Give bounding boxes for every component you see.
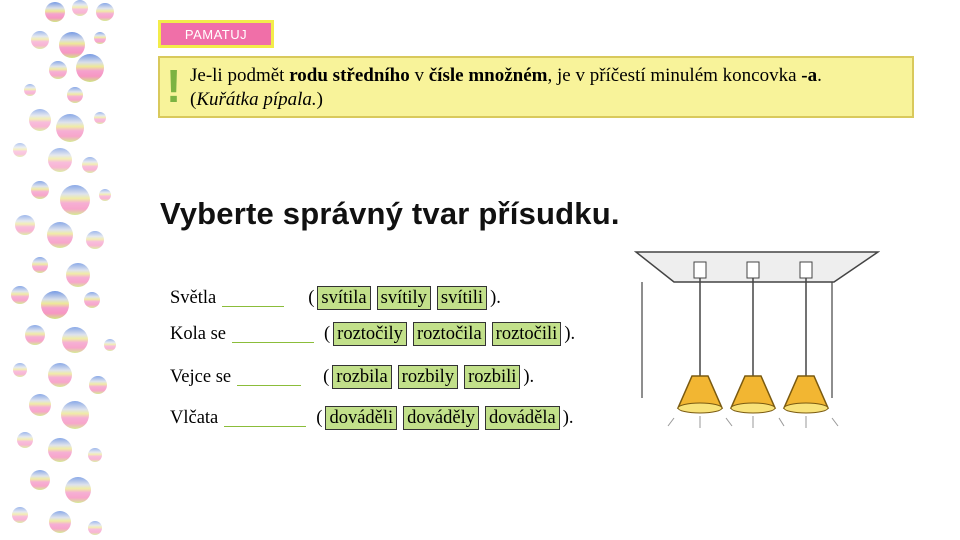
ceiling-lamps-illustration xyxy=(634,248,880,438)
option-chip[interactable]: rozbili xyxy=(464,365,520,389)
subject-text: Vejce se xyxy=(170,366,232,387)
option-chip[interactable]: roztočili xyxy=(492,322,562,346)
subject-text: Kola se xyxy=(170,323,226,344)
option-chip[interactable]: dováděly xyxy=(403,406,479,430)
lamp-icon xyxy=(784,262,828,413)
option-chip[interactable]: svítily xyxy=(377,286,431,310)
exercise-row: Světla ( svítila svítily svítili ). xyxy=(170,287,501,308)
option-chip[interactable]: svítili xyxy=(437,286,487,310)
decorative-bokeh-border xyxy=(0,0,150,540)
option-chip[interactable]: svítila xyxy=(317,286,370,310)
option-chip[interactable]: dováděli xyxy=(325,406,397,430)
exercise-row: Vejce se ( rozbila rozbily rozbili ). xyxy=(170,366,535,387)
lamp-icon xyxy=(731,262,775,413)
rule-example: Kuřátka pípala. xyxy=(196,89,317,110)
option-chip[interactable]: roztočila xyxy=(413,322,486,346)
answer-blank[interactable] xyxy=(232,326,314,343)
lamp-icon xyxy=(678,262,722,413)
rule-text: Je-li podmět rodu středního v čísle množném, je v příčestí minulém koncovka -a. (Kuřátka pípala.) xyxy=(190,65,822,110)
remember-badge: PAMATUJ xyxy=(158,20,274,48)
exclamation-icon: ! xyxy=(166,60,182,112)
answer-blank[interactable] xyxy=(224,410,306,427)
answer-blank[interactable] xyxy=(222,290,284,307)
option-chip[interactable]: rozbila xyxy=(332,365,391,389)
option-chip[interactable]: roztočily xyxy=(333,322,407,346)
answer-blank[interactable] xyxy=(237,369,301,386)
option-chip[interactable]: dováděla xyxy=(485,406,560,430)
subject-text: Světla xyxy=(170,287,217,308)
exercise-heading: Vyberte správný tvar přísudku. xyxy=(160,196,620,231)
subject-text: Vlčata xyxy=(170,407,219,428)
rule-box xyxy=(158,56,914,118)
exercise-row: Kola se ( roztočily roztočila roztočili ). xyxy=(170,323,576,344)
exercise-row: Vlčata ( dováděli dováděly dováděla ). xyxy=(170,407,574,428)
option-chip[interactable]: rozbily xyxy=(398,365,458,389)
